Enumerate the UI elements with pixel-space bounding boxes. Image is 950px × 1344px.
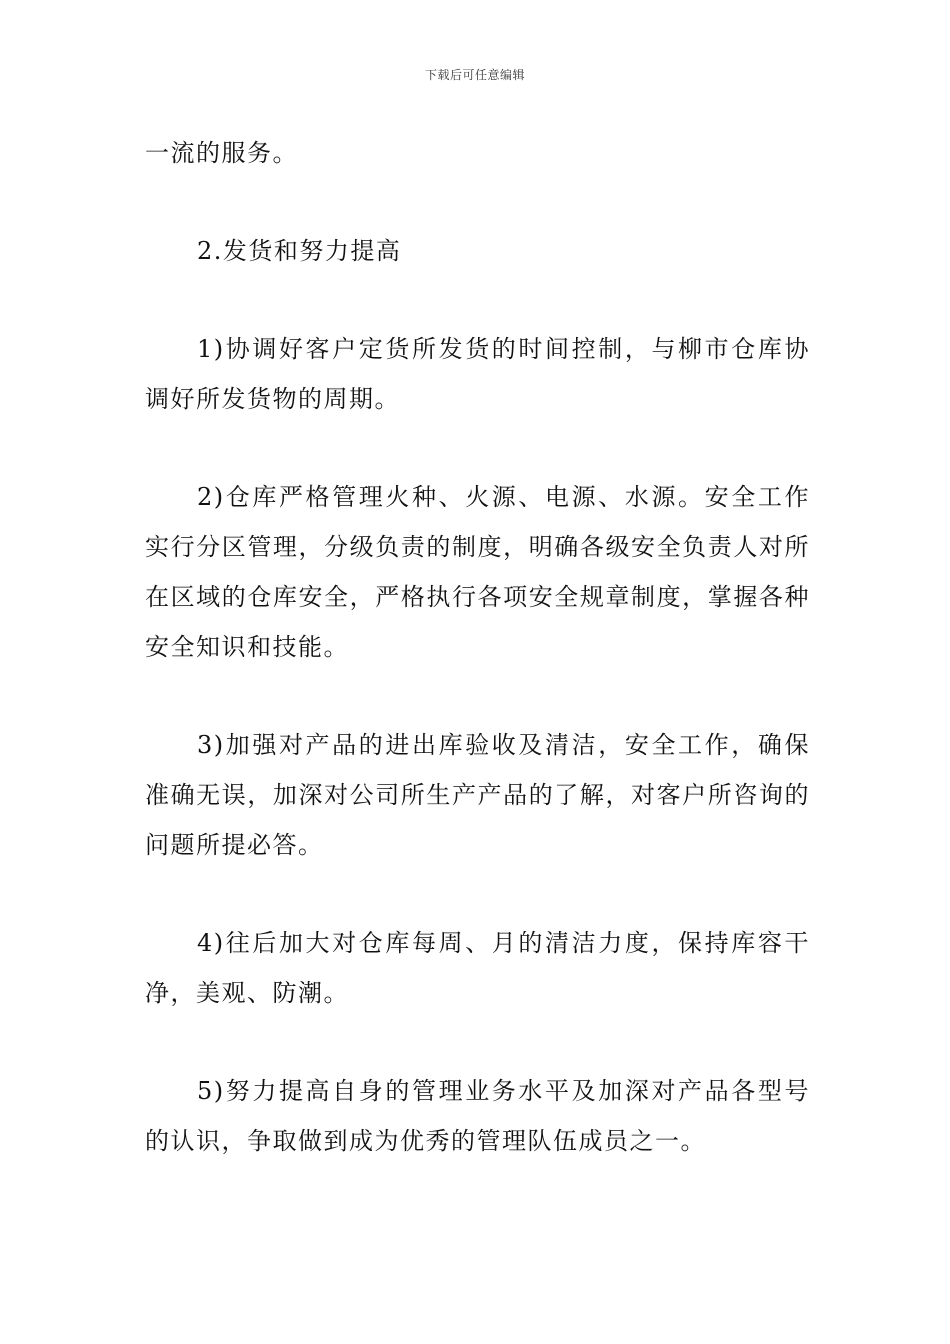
paragraph-gap <box>145 424 810 472</box>
paragraph-item-5: 5)努力提高自身的管理业务水平及加深对产品各型号的认识，争取做到成为优秀的管理队伍成员之一。 <box>145 1077 810 1155</box>
paragraph-item-1: 1)协调好客户定货所发货的时间控制，与柳市仓库协调好所发货物的周期。 <box>145 335 810 413</box>
document-body <box>145 128 810 1166</box>
paragraph-item-2: 2)仓库严格管理火种、火源、电源、水源。安全工作实行分区管理，分级负责的制度，明确各级安全负责人对所在区域的仓库安全，严格执行各项安全规章制度，掌握各种安全知识和技能。 <box>145 483 810 661</box>
paragraph-item-4: 4)往后加大对仓库每周、月的清洁力度，保持库容干净，美观、防潮。 <box>145 929 810 1007</box>
paragraph-gap <box>145 276 810 324</box>
paragraph-gap <box>145 1018 810 1066</box>
header-note: 下载后可任意编辑 <box>424 68 525 82</box>
paragraph-gap <box>145 672 810 720</box>
paragraph-gap <box>145 178 810 226</box>
section-heading: 2.发货和努力提高 <box>197 237 402 265</box>
paragraph-continuation: 一流的服务。 <box>145 139 298 167</box>
paragraph-item-3: 3)加强对产品的进出库验收及清洁，安全工作，确保准确无误，加深对公司所生产产品的了解，对客户所咨询的问题所提必答。 <box>145 731 810 859</box>
paragraph-gap <box>145 870 810 918</box>
